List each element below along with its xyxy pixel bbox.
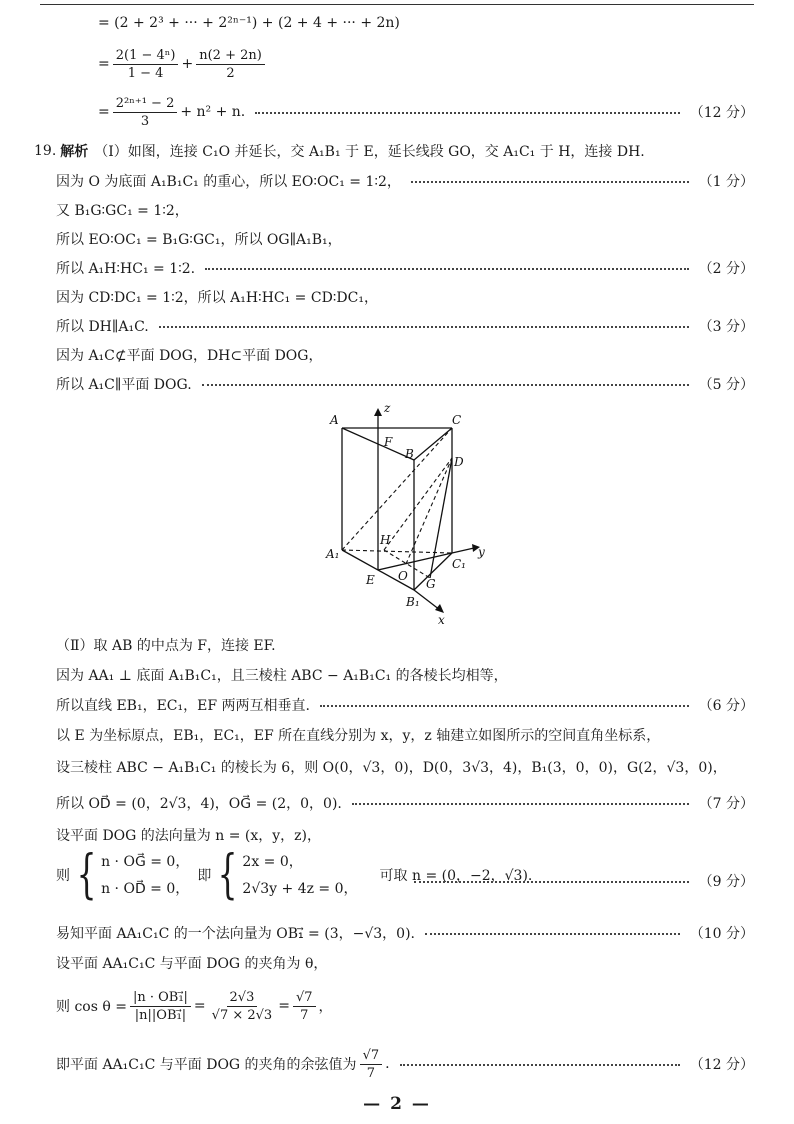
label-F: F [384, 435, 393, 449]
label-z: z [384, 401, 391, 415]
edge-DG [430, 458, 452, 578]
label-A: A [330, 413, 339, 427]
leader-dots [411, 180, 689, 183]
part1-line: 所以 DH∥A₁C. （3 分） [56, 319, 754, 335]
part1-line: 又 B₁G∶GC₁ = 1∶2， [56, 203, 189, 219]
cosine-formula: 则 cos θ = $\frac{\text{|n · OB₁⃗|}}{\text{|n||OB₁⃗|}}$ = $\frac{2√3}{√7 \times 2√3}$ = $\frac{√7}{7}$ ， [56, 989, 333, 1023]
left-brace: { [217, 845, 238, 905]
part1-line: 因为 CD∶DC₁ = 1∶2，所以 A₁H∶HC₁ = CD∶DC₁， [56, 290, 378, 306]
part2-line: 设平面 DOG 的法向量为 n = (x，y，z)， [56, 828, 321, 844]
q19-heading: 19. 解析 （Ⅰ）如图，连接 C₁O 并延长，交 A₁B₁ 于 E，延长线段 GO，交 A₁C₁ 于 H，连接 DH. [34, 143, 645, 160]
leader-dots [352, 802, 689, 805]
part1-line: 所以 A₁H∶HC₁ = 1∶2. （2 分） [56, 261, 754, 277]
conclusion-line: 即平面 AA₁C₁C 与平面 DOG 的夹角的余弦值为 $\frac{√7}{7}$ . （12 分） [56, 1047, 754, 1081]
label-B: B [405, 447, 414, 461]
x-arrow [435, 604, 444, 613]
part2-line: 设三棱柱 ABC − A₁B₁C₁ 的棱长为 6，则 O(0，√3，0)，D(0，3√3，4)，B₁(3，0，0)，G(2，√3，0)， [56, 760, 727, 776]
page-number: — 2 — [363, 1094, 431, 1114]
label-B1: B₁ [406, 595, 420, 609]
leader-dots [202, 383, 689, 386]
part1-line: 因为 A₁C⊄平面 DOG，DH⊂平面 DOG， [56, 348, 323, 364]
cos-frac2: $\frac{2√3}{√7 \times 2√3}$ [211, 989, 273, 1023]
part2b-line: 易知平面 AA₁C₁C 的一个法向量为 OB₁⃗ = (3，−√3，0). （10 分） [56, 926, 754, 942]
system-right: 2x = 0， 2√3y + 4z = 0， [242, 853, 358, 897]
part2-line: 因为 AA₁ ⊥ 底面 A₁B₁C₁，且三棱柱 ABC − A₁B₁C₁ 的各棱长均相等， [56, 668, 508, 684]
edge-BC [414, 428, 452, 460]
left-brace: { [76, 845, 97, 905]
label-G: G [426, 577, 436, 591]
prism-figure [322, 398, 494, 628]
label-y: y [478, 545, 485, 559]
system-left: n · OG⃗ = 0， n · OD⃗ = 0， [101, 853, 190, 897]
y-axis [452, 548, 474, 553]
top-border [40, 4, 754, 5]
part2-line: （Ⅱ）取 AB 的中点为 F，连接 EF. [56, 638, 276, 654]
leader-dots [400, 1063, 680, 1066]
label-C: C [452, 413, 462, 427]
sol18-frac3: $\frac{\text{2²ⁿ⁺¹ − 2}}{3}$ [113, 96, 178, 129]
label-x: x [438, 613, 445, 627]
sol18-frac1: $\frac{\text{2(1 − 4ⁿ)}}{1 - 4}$ [113, 48, 179, 81]
label-E: E [366, 573, 375, 587]
leader-dots [205, 267, 689, 270]
part2-line: 所以直线 EB₁，EC₁，EF 两两互相垂直. （6 分） [56, 698, 754, 714]
system-score-row: （9 分） [414, 868, 754, 894]
sol18-frac2: $\frac{n(2 + 2n)}{2}$ [196, 48, 265, 81]
sol18-line1: = (2 + 2³ + ··· + 2²ⁿ⁻¹) + (2 + 4 + ··· + 2n) [98, 15, 400, 31]
label-C1: C₁ [452, 557, 466, 571]
cos-frac3: $\frac{√7}{7}$ [293, 990, 316, 1023]
part1-line: 所以 A₁C∥平面 DOG. （5 分） [56, 377, 754, 393]
label-H: H [380, 533, 391, 547]
part2b-line: 设平面 AA₁C₁C 与平面 DOG 的夹角为 θ， [56, 956, 328, 972]
equation-system: 则 { n · OG⃗ = 0， n · OD⃗ = 0， 即 { 2x = 0， 2√3y + 4z = 0， 可取 n = (0，−2，√3). [56, 845, 533, 905]
leader-dots [414, 880, 689, 883]
part1-line: 因为 O 为底面 A₁B₁C₁ 的重心，所以 EO∶OC₁ = 1∶2， （1 分） [56, 174, 754, 190]
label-O: O [398, 569, 408, 583]
leader-dots [425, 932, 680, 935]
edge-EC1 [378, 553, 452, 570]
leader-dots [159, 325, 689, 328]
cos-frac1: $\frac{\text{|n · OB₁⃗|}}{\text{|n||OB₁⃗|}}$ [130, 990, 191, 1023]
sol18-line3: = $\frac{\text{2²ⁿ⁺¹ − 2}}{3}$ + n² + n. （12 分） [98, 95, 754, 129]
part1-line: 所以 EO∶OC₁ = B₁G∶GC₁，所以 OG∥A₁B₁， [56, 232, 342, 248]
part2-line: 以 E 为坐标原点，EB₁，EC₁，EF 所在直线分别为 x，y，z 轴建立如图所示的空间直角坐标系， [56, 728, 661, 744]
conclusion-frac: $\frac{√7}{7}$ [360, 1048, 383, 1081]
z-arrow [374, 408, 382, 416]
leader-dots [255, 111, 679, 114]
sol18-line2: = $\frac{\text{2(1 − 4ⁿ)}}{1 - 4}$ + $\frac{n(2 + 2n)}{2}$ [98, 44, 754, 84]
label-A1: A₁ [326, 547, 340, 561]
label-D: D [454, 455, 464, 469]
part2-line: 所以 OD⃗ = (0，2√3，4)，OG⃗ = (2，0，0). （7 分） [56, 796, 754, 812]
leader-dots [320, 704, 689, 707]
seg-OD [406, 458, 452, 564]
